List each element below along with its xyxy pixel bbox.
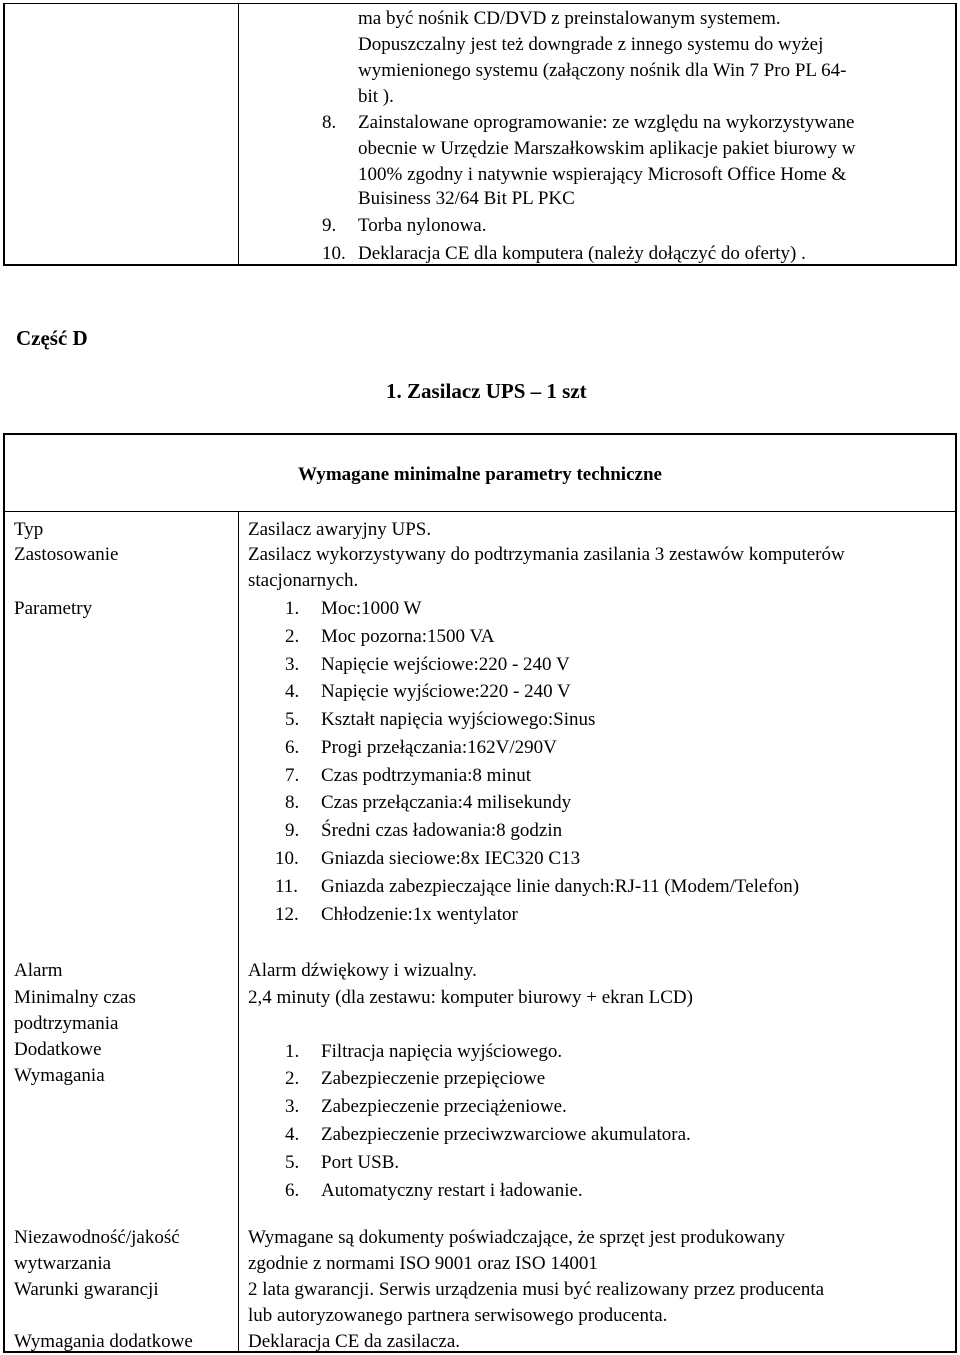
list-number: 5. — [285, 709, 300, 730]
item-heading: 1. Zasilacz UPS – 1 szt — [386, 379, 587, 403]
top-line: wymienionego systemu (załączony nośnik dla Win 7 Pro PL 64- — [358, 60, 847, 81]
list-item: Automatyczny restart i ładowanie. — [321, 1180, 583, 1201]
top-line: bit ). — [358, 86, 394, 107]
list-item: Chłodzenie:1x wentylator — [321, 904, 518, 925]
list-item: Napięcie wejściowe:220 - 240 V — [321, 654, 570, 675]
table-right-border — [955, 433, 957, 1353]
value-zastosowanie: stacjonarnych. — [248, 570, 359, 591]
top-table-divider — [238, 3, 239, 266]
value-gwarancja: 2 lata gwarancji. Serwis urządzenia musi być realizowany przez producenta — [248, 1279, 825, 1300]
table-left-border — [3, 433, 5, 1353]
list-item-line: Zainstalowane oprogramowanie: ze względu na wykorzystywane — [358, 112, 855, 133]
section-heading: Część D — [16, 326, 88, 350]
list-item-line: Buisiness 32/64 Bit PL PKC — [358, 188, 575, 209]
label-wymagania-dodatkowe: Wymagania dodatkowe — [14, 1331, 193, 1352]
list-number: 2. — [285, 1068, 300, 1089]
list-number: 1. — [285, 1041, 300, 1062]
table-title-separator — [3, 511, 957, 512]
list-number: 8. — [322, 112, 337, 133]
label-parametry: Parametry — [14, 598, 93, 619]
top-table-right-border — [955, 3, 957, 266]
list-item: Czas podtrzymania:8 minut — [321, 765, 532, 786]
list-number: 1. — [285, 598, 300, 619]
label-gwarancja: Warunki gwarancji — [14, 1279, 159, 1300]
list-item: Filtracja napięcia wyjściowego. — [321, 1041, 563, 1062]
list-number: 8. — [285, 792, 300, 813]
list-number: 4. — [285, 1124, 300, 1145]
list-number: 6. — [285, 1180, 300, 1201]
list-item: Port USB. — [321, 1152, 400, 1173]
top-line: ma być nośnik CD/DVD z preinstalowanym systemem. — [358, 8, 781, 29]
list-item: Moc:1000 W — [321, 598, 422, 619]
value-gwarancja: lub autoryzowanego partnera serwisowego producenta. — [248, 1305, 668, 1326]
value-alarm: Alarm dźwiękowy i wizualny. — [248, 960, 477, 981]
list-number: 2. — [285, 626, 300, 647]
top-line: Dopuszczalny jest też downgrade z innego systemu do wyżej — [358, 34, 824, 55]
list-number: 3. — [285, 1096, 300, 1117]
table-title: Wymagane minimalne parametry techniczne — [298, 464, 662, 485]
list-item-line: obecnie w Urzędzie Marszałkowskim aplikacje pakiet biurowy w — [358, 138, 856, 159]
list-item: Moc pozorna:1500 VA — [321, 626, 495, 647]
list-number: 7. — [285, 765, 300, 786]
list-item: Zabezpieczenie przeciwzwarciowe akumulatora. — [321, 1124, 691, 1145]
list-number: 10. — [275, 848, 299, 869]
list-item: Czas przełączania:4 milisekundy — [321, 792, 572, 813]
label-dodatkowe: Wymagania — [14, 1065, 105, 1086]
label-zastosowanie: Zastosowanie — [14, 544, 119, 565]
value-zastosowanie: Zasilacz wykorzystywany do podtrzymania zasilania 3 zestawów komputerów — [248, 544, 845, 565]
list-item: Progi przełączania:162V/290V — [321, 737, 557, 758]
list-number: 4. — [285, 681, 300, 702]
list-item: Gniazda sieciowe:8x IEC320 C13 — [321, 848, 581, 869]
list-number: 12. — [275, 904, 299, 925]
list-number: 10. — [322, 243, 346, 264]
value-niezawodnosc: zgodnie z normami ISO 9001 oraz ISO 14001 — [248, 1253, 598, 1274]
label-niezawodnosc: wytwarzania — [14, 1253, 112, 1274]
value-wymagania-dodatkowe: Deklaracja CE da zasilacza. — [248, 1331, 461, 1352]
value-typ: Zasilacz awaryjny UPS. — [248, 519, 432, 540]
label-minimalny-czas: Minimalny czas — [14, 987, 136, 1008]
list-number: 3. — [285, 654, 300, 675]
label-minimalny-czas: podtrzymania — [14, 1013, 119, 1034]
list-item: Zabezpieczenie przepięciowe — [321, 1068, 546, 1089]
label-dodatkowe: Dodatkowe — [14, 1039, 102, 1060]
label-alarm: Alarm — [14, 960, 63, 981]
value-minimalny-czas: 2,4 minuty (dla zestawu: komputer biurowy + ekran LCD) — [248, 987, 693, 1008]
value-niezawodnosc: Wymagane są dokumenty poświadczające, że sprzęt jest produkowany — [248, 1227, 785, 1248]
list-item: Średni czas ładowania:8 godzin — [321, 820, 563, 841]
top-table-top-border — [3, 3, 957, 4]
list-item: Zabezpieczenie przeciążeniowe. — [321, 1096, 567, 1117]
table-top-border — [3, 433, 957, 435]
list-number: 11. — [275, 876, 299, 897]
list-item: Napięcie wyjściowe:220 - 240 V — [321, 681, 571, 702]
label-typ: Typ — [14, 519, 44, 540]
list-item-line: Deklaracja CE dla komputera (należy dołączyć do oferty) . — [358, 243, 806, 264]
list-item: Kształt napięcia wyjściowego:Sinus — [321, 709, 596, 730]
table-column-divider — [238, 511, 239, 1353]
list-item: Gniazda zabezpieczające linie danych:RJ-11 (Modem/Telefon) — [321, 876, 800, 897]
label-niezawodnosc: Niezawodność/jakość — [14, 1227, 180, 1248]
list-number: 9. — [285, 820, 300, 841]
list-number: 5. — [285, 1152, 300, 1173]
list-item-line: Torba nylonowa. — [358, 215, 487, 236]
top-table-left-border — [3, 3, 5, 266]
list-number: 6. — [285, 737, 300, 758]
list-item-line: 100% zgodny i natywnie wspierający Microsoft Office Home & — [358, 164, 847, 185]
list-number: 9. — [322, 215, 337, 236]
